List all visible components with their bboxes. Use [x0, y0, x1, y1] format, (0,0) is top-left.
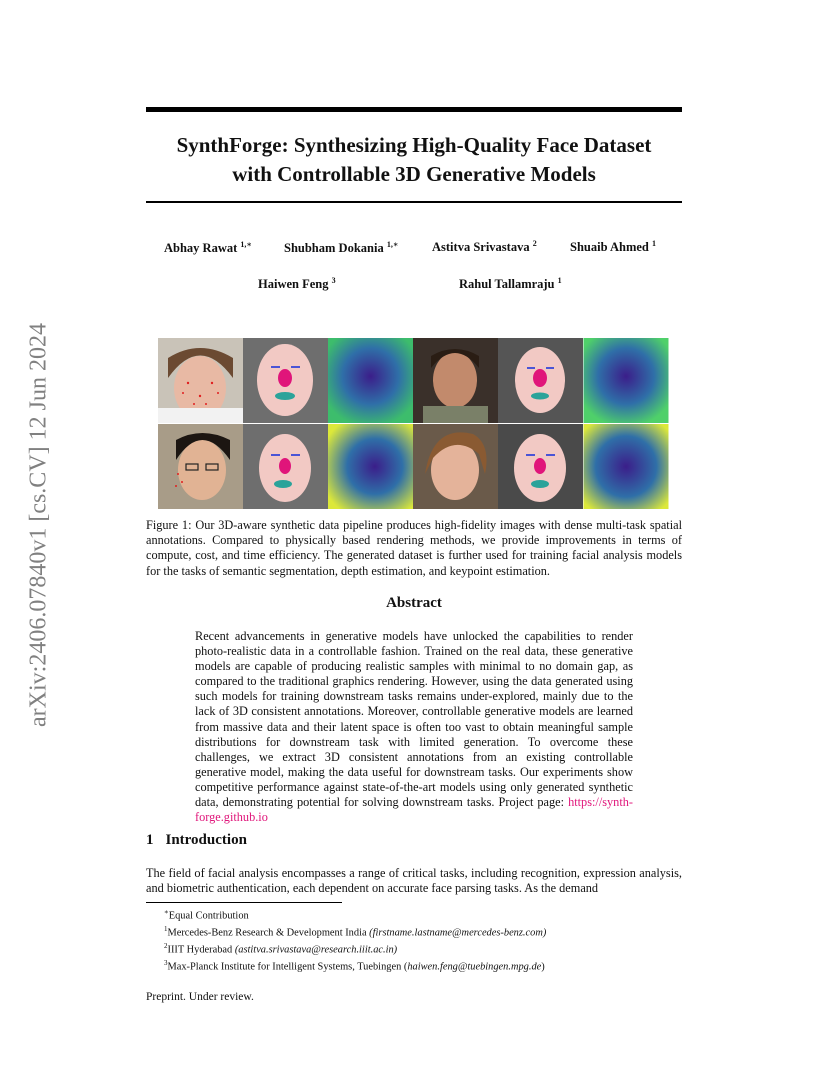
- face-photo-4: [413, 424, 498, 509]
- abstract-body: [195, 629, 633, 825]
- footnotes: [164, 906, 684, 974]
- title-rule-bottom: [146, 201, 682, 203]
- depth-map-1: [328, 338, 413, 423]
- arxiv-stamp: arXiv:2406.07840v1 [cs.CV] 12 Jun 2024: [25, 323, 52, 727]
- title-line-2: with Controllable 3D Generative Models: [232, 162, 596, 186]
- title-rule-top: [146, 107, 682, 112]
- abstract-heading: Abstract: [386, 595, 442, 611]
- segmentation-map-4: [498, 424, 583, 509]
- face-photo-3: [158, 424, 243, 509]
- title-line-1: SynthForge: Synthesizing High-Quality Face Dataset: [176, 133, 652, 157]
- introduction-body: The field of facial analysis encompasses a range of critical tasks, including recognition, expression analysis, and biometric authentication, each dependent on accurate face parsing tasks. As the demand: [146, 866, 682, 896]
- paper-title: [146, 131, 682, 189]
- face-photo-1: [158, 338, 243, 423]
- author: Rahul Tallamraju $^1$: [459, 276, 562, 292]
- figure-caption: Figure 1: Our 3D-aware synthetic data pipeline produces high-fidelity images with dense multi-task spatial annotations. Compared to physically based rendering methods, we provide improvements in terms of compute, cost, and time efficiency. The generated dataset is further used for training facial analysis models for the tasks of semantic segmentation, depth estimation, and keypoint estimation.: [146, 518, 682, 578]
- footnote: $^1$Mercedes-Benz Research & Development India (firstname.lastname@mercedes-benz.com): [164, 924, 547, 939]
- depth-map-2: [583, 338, 669, 423]
- author: Abhay Rawat $^{1,∗}$: [164, 240, 252, 256]
- project-page-link[interactable]: https://synth-forge.github.io: [195, 795, 633, 825]
- footnote: $^2$IIIT Hyderabad (astitva.srivastava@research.iiit.ac.in): [164, 941, 398, 956]
- author: Astitva Srivastava $^2$: [432, 239, 537, 255]
- segmentation-map-3: [243, 424, 328, 509]
- abstract-text: Recent advancements in generative models have unlocked the capabilities to render photo-realistic data in a controllable fashion. Trained on the real data, these generative models are capable of producing realistic samples with minimal to no domain gap, as compared to the traditional graphics rendering. However, using the data generated using such models for training downstream tasks remains under-explored, mainly due to the lack of 3D consistent annotations. Moreover, controllable generative models are learned from massive data and their latent space is often too vast to obtain meaningful sample distributions for downstream task with limited generation. To overcome these challenges, we extract 3D consistent annotations from an existing controllable generative model, making the data useful for downstream tasks. Our experiments show competitive performance against state-of-the-art models using only generated synthetic data, demonstrating potential for solving downstream tasks. Project page:: [195, 629, 633, 810]
- preprint-notice: Preprint. Under review.: [146, 991, 254, 1003]
- depth-map-4: [583, 424, 669, 509]
- section-heading-introduction: [146, 832, 247, 849]
- section-title: Introduction: [165, 832, 247, 848]
- footnote: $^3$Max-Planck Institute for Intelligent Systems, Tuebingen (haiwen.feng@tuebingen.mpg.de): [164, 958, 545, 973]
- author: Shubham Dokania $^{1,∗}$: [284, 240, 399, 256]
- depth-map-3: [328, 424, 413, 509]
- footnote-rule: [146, 902, 342, 903]
- figure-1-grid: [158, 338, 669, 510]
- section-number: 1: [146, 832, 154, 848]
- footnote: ∗Equal Contribution: [164, 908, 249, 922]
- author: Shuaib Ahmed $^1$: [570, 239, 656, 255]
- segmentation-map-2: [498, 338, 583, 423]
- face-photo-2: [413, 338, 498, 423]
- author: Haiwen Feng $^3$: [258, 276, 336, 292]
- segmentation-map-1: [243, 338, 328, 423]
